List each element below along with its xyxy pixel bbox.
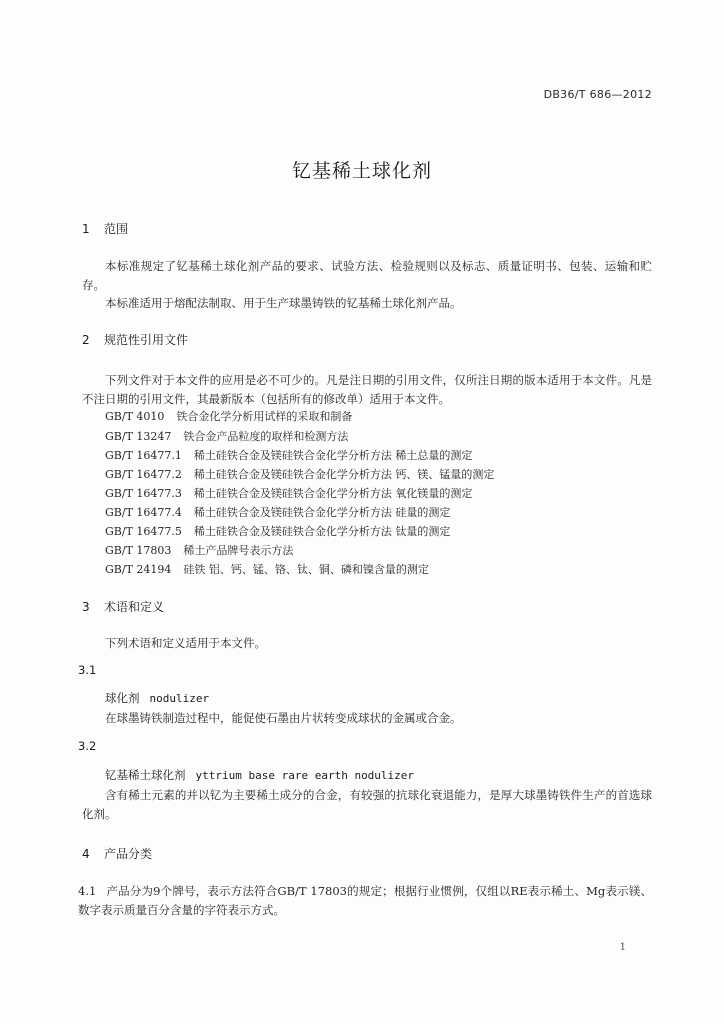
section-title: 产品分类: [104, 847, 153, 861]
term-name-cn: 球化剂: [105, 691, 140, 705]
reference-item: [105, 523, 450, 539]
clause-number: 4.1: [78, 884, 97, 898]
term-name-en: nodulizer: [149, 692, 210, 705]
section-4-heading: [82, 845, 152, 862]
terms-intro: 下列术语和定义适用于本文件。: [105, 636, 266, 650]
reference-title: 铁合金产品粒度的取样和检测方法: [183, 430, 349, 443]
reference-code: GB/T 17803: [105, 544, 172, 557]
reference-item: [105, 408, 352, 424]
reference-title: 硅铁 铝、钙、锰、铬、钛、铜、磷和镍含量的测定: [183, 563, 429, 576]
term-definition: 在球墨铸铁制造过程中，能促使石墨由片状转变成球状的金属或合金。: [105, 711, 462, 725]
section-2-heading: [82, 331, 188, 348]
reference-code: GB/T 13247: [105, 430, 172, 443]
reference-title: 铁合金化学分析用试样的采取和制备: [176, 410, 353, 423]
reference-item: [105, 561, 429, 577]
reference-title: 稀土硅铁合金及镁硅铁合金化学分析方法 钛量的测定: [193, 525, 451, 538]
term-heading: [105, 767, 414, 783]
reference-item: [105, 466, 494, 482]
term-name-en: yttrium base rare earth nodulizer: [195, 769, 415, 782]
reference-code: GB/T 16477.4: [105, 506, 182, 519]
section-number: 4: [82, 847, 90, 861]
section-3-heading: [82, 598, 164, 615]
reference-code: GB/T 16477.1: [105, 449, 182, 462]
reference-item: [105, 428, 348, 444]
reference-title: 稀土产品牌号表示方法: [183, 544, 294, 557]
reference-title: 稀土硅铁合金及镁硅铁合金化学分析方法 硅量的测定: [193, 506, 451, 519]
document-title: 钇基稀土球化剂: [291, 160, 432, 182]
references-intro: 下列文件对于本文件的应用是必不可少的。凡是注日期的引用文件，仅所注日期的版本适用于本文件。凡是不注日期的引用文件，其最新版本（包括所有的修改单）适用于本文件。: [82, 373, 652, 406]
section-number: 2: [82, 333, 90, 347]
reference-code: GB/T 4010: [105, 410, 165, 423]
reference-code: GB/T 16477.3: [105, 487, 182, 500]
standard-code: DB36/T 686—2012: [543, 88, 652, 101]
reference-item: [105, 504, 450, 520]
page-number: 1: [619, 942, 626, 953]
section-title: 范围: [104, 222, 129, 236]
section-number: 3: [82, 600, 90, 614]
reference-code: GB/T 24194: [105, 563, 172, 576]
section-title: 规范性引用文件: [104, 333, 189, 347]
reference-title: 稀土硅铁合金及镁硅铁合金化学分析方法 钙、镁、锰量的测定: [193, 468, 495, 481]
term-number: 3.2: [78, 739, 97, 753]
reference-code: GB/T 16477.2: [105, 468, 182, 481]
clause-text: 产品分为9个牌号，表示方法符合GB/T 17803的规定；根据行业惯例，仅组以RE表示稀土、Mg表示镁、数字表示质量百分含量的字符表示方式。: [78, 884, 652, 917]
reference-item: [105, 542, 293, 558]
section-number: 1: [82, 222, 90, 236]
reference-item: [105, 447, 472, 463]
scope-paragraph-1: 本标准规定了钇基稀土球化剂产品的要求、试验方法、检验规则以及标志、质量证明书、包装、运输和贮存。: [82, 259, 652, 292]
reference-title: 稀土硅铁合金及镁硅铁合金化学分析方法 稀土总量的测定: [193, 449, 473, 462]
clause-4-1: [78, 882, 652, 920]
term-name-cn: 钇基稀土球化剂: [105, 768, 186, 782]
term-heading: [105, 690, 209, 706]
reference-code: GB/T 16477.5: [105, 525, 182, 538]
term-number: 3.1: [78, 663, 97, 677]
scope-paragraph-2: 本标准适用于熔配法制取、用于生产球墨铸铁的钇基稀土球化剂产品。: [105, 296, 462, 310]
section-title: 术语和定义: [104, 600, 165, 614]
reference-item: [105, 485, 472, 501]
reference-title: 稀土硅铁合金及镁硅铁合金化学分析方法 氧化镁量的测定: [193, 487, 473, 500]
term-definition: 含有稀土元素的并以钇为主要稀土成分的合金，有较强的抗球化衰退能力，是厚大球墨铸铁件生产的首选球化剂。: [82, 788, 652, 821]
section-1-heading: [82, 220, 128, 237]
